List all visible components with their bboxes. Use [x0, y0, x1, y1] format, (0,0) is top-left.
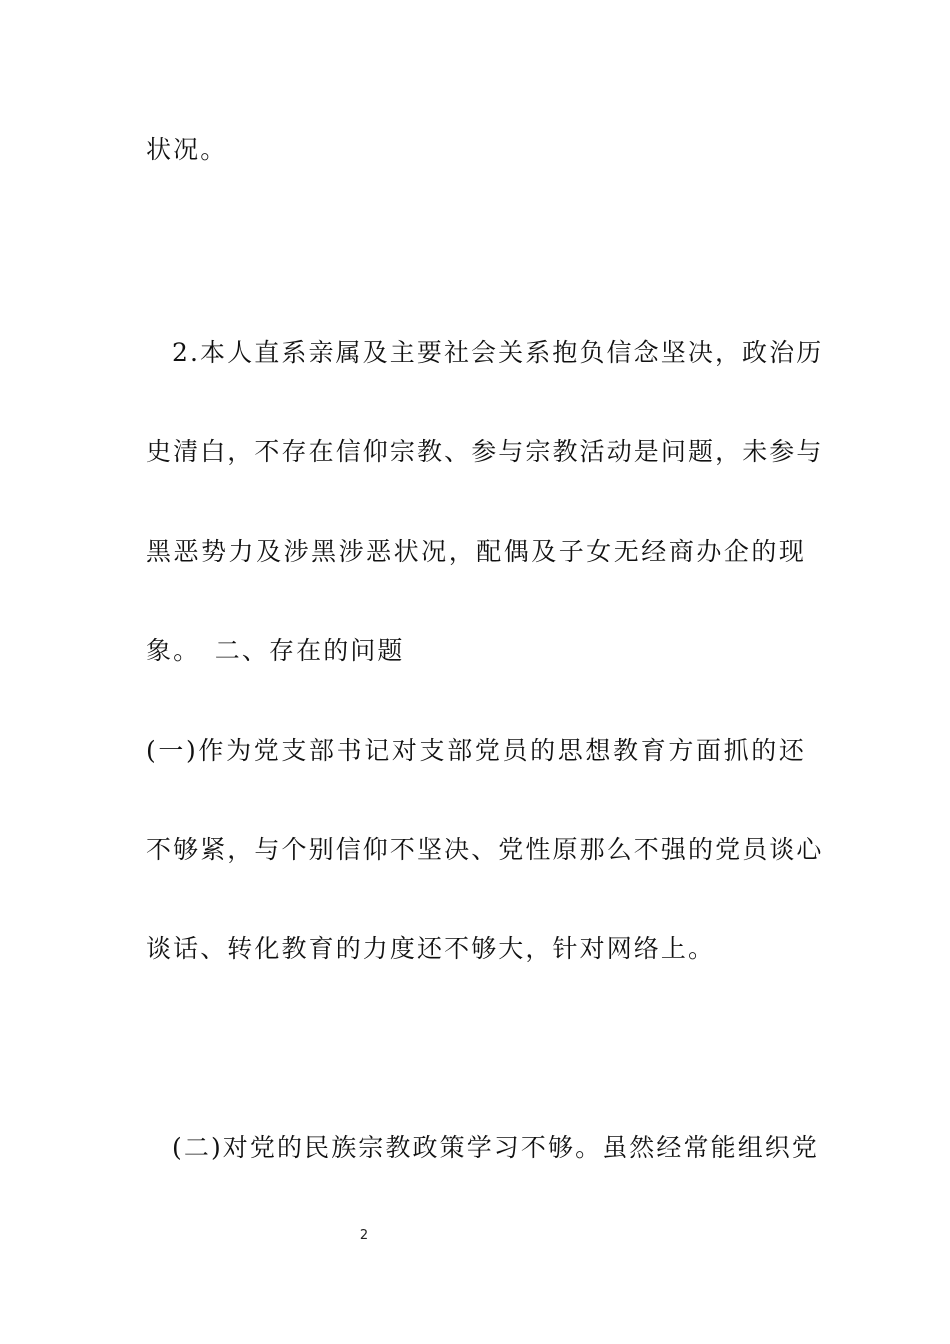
text-line-7: 不够紧，与个别信仰不坚决、党性原那么不强的党员谈心 [146, 835, 824, 864]
text-line-5: 象。 二、存在的问题 [146, 636, 405, 665]
text-line-4: 黑恶势力及涉黑涉恶状况，配偶及子女无经商办企的现 [146, 537, 806, 566]
page-number: 2 [359, 1228, 369, 1243]
text-line-1: 状况。 [146, 135, 228, 164]
text-line-8: 谈话、转化教育的力度还不够大，针对网络上。 [146, 934, 716, 963]
text-line-3: 史清白，不存在信仰宗教、参与宗教活动是问题，未参与 [146, 437, 824, 466]
text-line-9: (二)对党的民族宗教政策学习不够。虽然经常能组织党 [172, 1133, 820, 1162]
text-line-2: 2.本人直系亲属及主要社会关系抱负信念坚决，政治历 [172, 338, 824, 367]
text-line-6: (一)作为党支部书记对支部党员的思想教育方面抓的还 [146, 736, 806, 765]
